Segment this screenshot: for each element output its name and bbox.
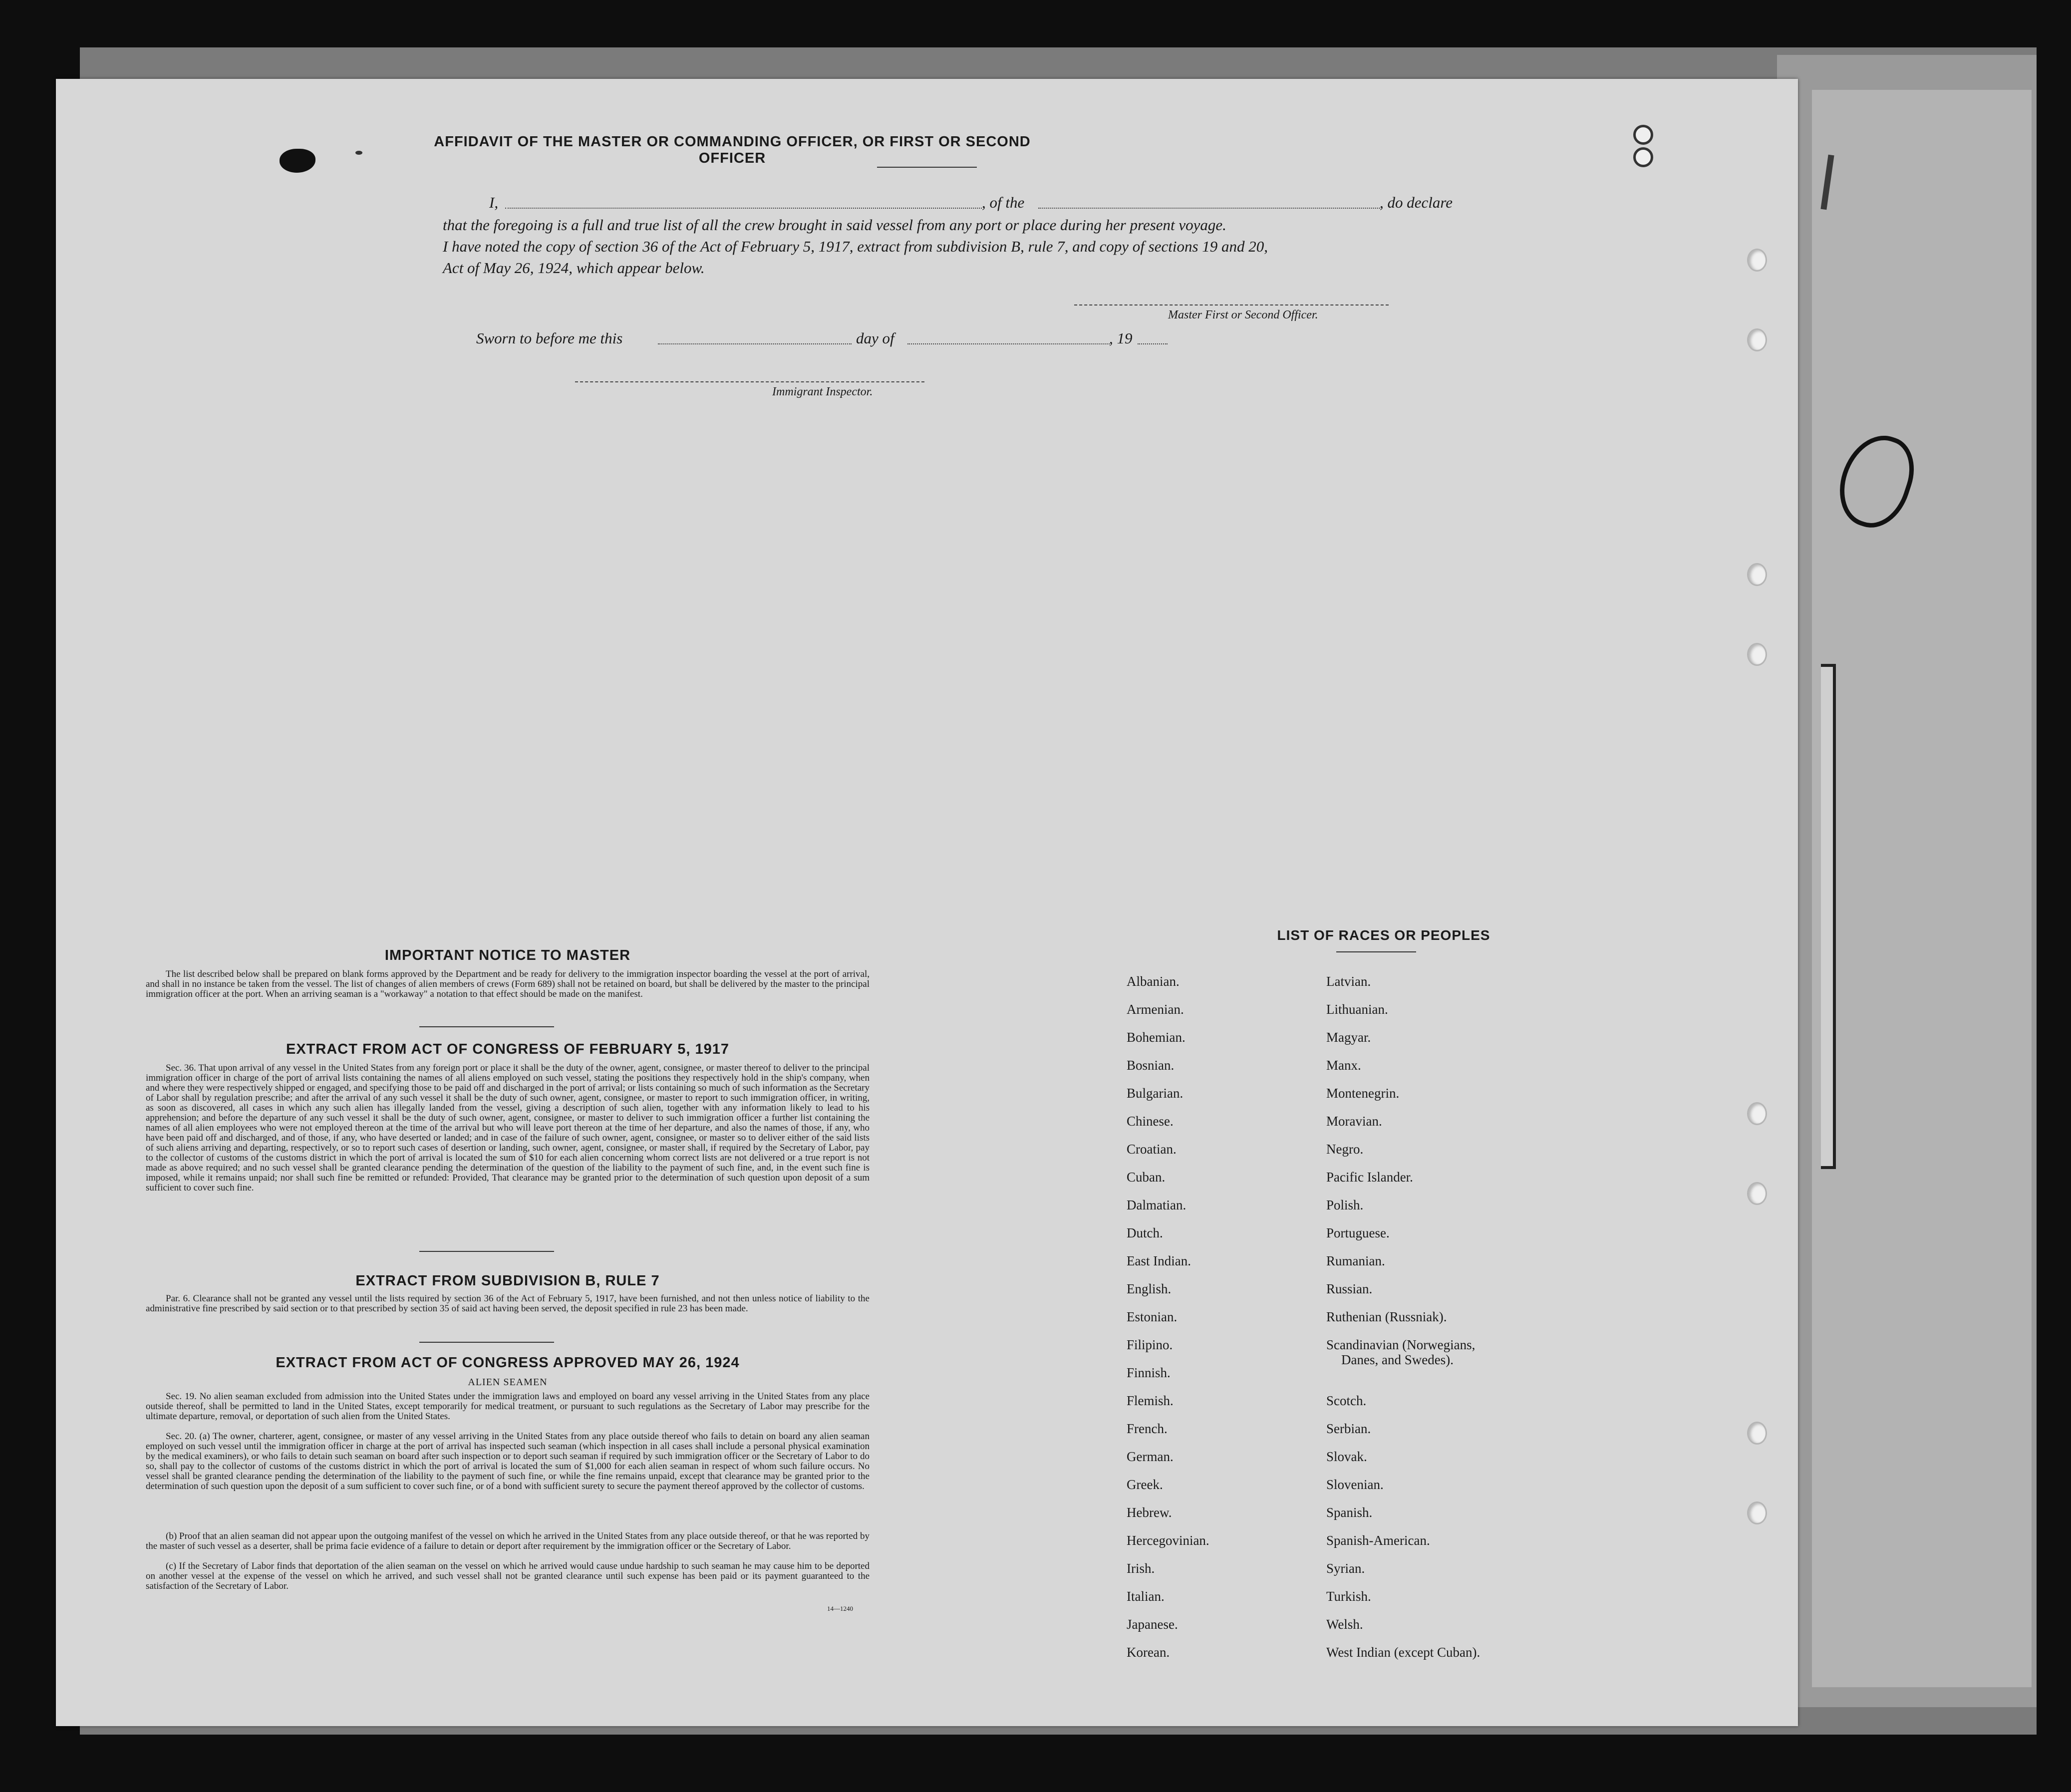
extract-1917-text: Sec. 36. That upon arrival of any vessel in the United States from any foreign port or place it shall be the duty of the owner, agent, consignee, or master thereof to deliver to the principal immigration officer in charge of the port of arrival lists containing the names of all aliens employed on such vessel, stating the positions they respectively hold in the ship's company, when and where they were respectively shipped or engaged, and specifying those to be paid off and discharged in the port of arrival; or lists containing so much of such information as the Secretary of Labor shall by regulation prescribe; and after the arrival of any such vessel it shall be the duty of such owner, agent, consignee, or master to report to such immigration officer, in writing, as soon as discovered, all cases in which any such alien has illegally landed from the vessel, giving a description of such alien, together with any information likely to lead to his apprehension; and before the departure of any such vessel it shall be the duty of such owner, agent, consignee, or master to deliver to such immigration officer a further list containing the names of all alien employees who were not employed thereon at the time of the arrival but who will leave port thereon at the time of her departure, and also the names of those, if any, who have been paid off and discharged, and of those, if any, who have deserted or landed; and in case of the failure of such owner, agent, consignee, or master so to deliver either of the said lists of such aliens arriving and departing, respectively, or so to report such cases of desertion or landing, such owner, agent, consignee, or master shall, if required by the Secretary of Labor, pay to the collector of customs of the customs district in which the port of arrival is located the sum of $10 for each alien concerning whom correct lists are not delivered or a true report is not made as above required; and no such vessel shall be granted clearance pending the determination of the question of the liability to the payment of such fine, and, in the event such fine is imposed, while it remains unpaid; nor shall such fine be remitted or refunded: Provided, That clearance may be granted prior to the determination of such question upon deposit of a sum sufficient to cover such fine. bbox=[146, 1063, 870, 1193]
race-left-item: French. bbox=[1127, 1421, 1168, 1436]
race-left-item: Dalmatian. bbox=[1127, 1197, 1186, 1212]
sworn-month-field[interactable] bbox=[907, 343, 1110, 344]
sworn-day-field[interactable] bbox=[658, 343, 852, 344]
binder-hole bbox=[1747, 328, 1767, 351]
binder-hole bbox=[1747, 563, 1767, 586]
race-right-item: Magyar. bbox=[1326, 1030, 1371, 1045]
races-title-rule bbox=[1336, 951, 1416, 952]
underlying-form-edge bbox=[1821, 664, 1836, 1169]
race-left-item: Chinese. bbox=[1127, 1114, 1174, 1129]
race-left-item: Hercegovinian. bbox=[1127, 1533, 1209, 1548]
race-left-item: English. bbox=[1127, 1281, 1172, 1296]
race-left-item: Croatian. bbox=[1127, 1142, 1177, 1157]
race-right-item: Danes, and Swedes). bbox=[1341, 1352, 1454, 1367]
race-right-item: Latvian. bbox=[1326, 974, 1371, 989]
corner-punch-holes bbox=[1633, 125, 1678, 145]
race-left-item: Greek. bbox=[1127, 1477, 1163, 1492]
race-right-item: Ruthenian (Russniak). bbox=[1326, 1309, 1447, 1324]
race-right-item: West Indian (except Cuban). bbox=[1326, 1645, 1480, 1660]
ink-blot bbox=[280, 149, 315, 173]
race-left-item: Flemish. bbox=[1127, 1393, 1174, 1408]
race-right-item: Turkish. bbox=[1326, 1589, 1371, 1604]
notice-title: IMPORTANT NOTICE TO MASTER bbox=[384, 947, 631, 963]
section-rule bbox=[419, 1026, 554, 1027]
race-left-item: Bosnian. bbox=[1127, 1058, 1175, 1073]
binder-hole bbox=[1747, 1102, 1767, 1125]
extract-rule7-title: EXTRACT FROM SUBDIVISION B, RULE 7 bbox=[355, 1273, 660, 1289]
affidavit-line-4: Act of May 26, 1924, which appear below. bbox=[443, 259, 705, 277]
sworn-year-field[interactable] bbox=[1138, 343, 1168, 344]
race-right-item: Polish. bbox=[1326, 1197, 1364, 1212]
master-signature-field[interactable] bbox=[1074, 304, 1389, 305]
race-right-item: Pacific Islander. bbox=[1326, 1170, 1413, 1185]
background-sheet-inner bbox=[1812, 90, 2032, 1687]
affidavit-declare: , do declare bbox=[1380, 194, 1453, 211]
race-left-item: Filipino. bbox=[1127, 1337, 1173, 1352]
race-right-item: Portuguese. bbox=[1326, 1225, 1390, 1240]
binder-hole bbox=[1747, 1422, 1767, 1445]
sec-20c-text: (c) If the Secretary of Labor finds that deportation of the alien seaman on the vessel on which he arrived would cause undue hardship to such seaman he may cause him to be deported on another vessel at the expense of the vessel on which he arrived, and such vessel shall not be granted clearance until such expense has been paid or its payment guaranteed to the satisfaction of the Secretary of Labor. bbox=[146, 1561, 870, 1591]
race-right-item: Spanish-American. bbox=[1326, 1533, 1430, 1548]
race-right-item: Manx. bbox=[1326, 1058, 1361, 1073]
binder-hole bbox=[1747, 1182, 1767, 1205]
race-right-item: Russian. bbox=[1326, 1281, 1373, 1296]
inspector-signature-field[interactable] bbox=[575, 381, 924, 382]
race-right-item: Rumanian. bbox=[1326, 1253, 1385, 1268]
race-left-item: Dutch. bbox=[1127, 1225, 1163, 1240]
title-rule bbox=[877, 167, 977, 168]
race-right-item: Slovak. bbox=[1326, 1449, 1367, 1464]
races-title: LIST OF RACES OR PEOPLES bbox=[1277, 927, 1490, 943]
race-right-item: Moravian. bbox=[1326, 1114, 1382, 1129]
race-right-item: Serbian. bbox=[1326, 1421, 1371, 1436]
affidavit-page bbox=[56, 79, 1798, 1726]
race-right-item: Welsh. bbox=[1326, 1617, 1363, 1632]
master-caption: Master First or Second Officer. bbox=[1168, 308, 1318, 321]
affidavit-line-2: that the foregoing is a full and true list of all the crew brought in said vessel from any port or place during her present voyage. bbox=[443, 216, 1226, 234]
race-left-item: Armenian. bbox=[1127, 1002, 1184, 1017]
binder-hole bbox=[1747, 249, 1767, 272]
affidavit-line-3: I have noted the copy of section 36 of the Act of February 5, 1917, extract from subdivision B, rule 7, and copy of sections 19 and 20, bbox=[443, 238, 1268, 255]
notice-text: The list described below shall be prepared on blank forms approved by the Department and be ready for delivery to the immigration inspector boarding the vessel at the port of arrival, and shall in no instance be taken from the vessel. The list of changes of alien members of crews (Form 689) shall not be retained on board, but shall be delivered by the master to the principal immigration officer at the port. When an arriving seaman is a "workaway" a notation to that effect should be made on the manifest. bbox=[146, 969, 870, 999]
race-right-item: Slovenian. bbox=[1326, 1477, 1384, 1492]
day-of-label: day of bbox=[856, 329, 894, 347]
sec-20b-text: (b) Proof that an alien seaman did not appear upon the outgoing manifest of the vessel on which he arrived in the United States from any place outside thereof, or that he was reported by the master of such vessel as a deserter, shall be prima facie evidence of a failure to detain or deport after requirement by the immigration officer or the Secretary of Labor. bbox=[146, 1531, 870, 1551]
race-left-item: Cuban. bbox=[1127, 1170, 1166, 1185]
affidavit-title: AFFIDAVIT OF THE MASTER OR COMMANDING OFFICER, OR FIRST OR SECOND OFFICER bbox=[434, 134, 1031, 166]
race-left-item: Bohemian. bbox=[1127, 1030, 1185, 1045]
race-left-item: Estonian. bbox=[1127, 1309, 1178, 1324]
race-left-item: Finnish. bbox=[1127, 1365, 1171, 1380]
race-left-item: Japanese. bbox=[1127, 1617, 1178, 1632]
sec-19-text: Sec. 19. No alien seaman excluded from admission into the United States under the immigration laws and employed on board any vessel arriving in the United States from any place outside thereof, shall be permitted to land in the United States, except temporarily for medical treatment, or pursuant to such regulations as the Secretary of Labor may prescribe for the ultimate departure, removal, or deportation of such alien from the United States. bbox=[146, 1391, 870, 1422]
race-right-item: Lithuanian. bbox=[1326, 1002, 1388, 1017]
race-left-item: Bulgarian. bbox=[1127, 1086, 1183, 1101]
race-left-item: Irish. bbox=[1127, 1561, 1155, 1576]
year-prefix: , 19 bbox=[1109, 329, 1133, 347]
race-left-item: Italian. bbox=[1127, 1589, 1165, 1604]
sworn-label: Sworn to before me this bbox=[476, 329, 623, 347]
affidavit-i: I, bbox=[489, 194, 499, 211]
section-rule bbox=[419, 1251, 554, 1252]
race-right-item: Spanish. bbox=[1326, 1505, 1373, 1520]
alien-seamen-subtitle: ALIEN SEAMEN bbox=[468, 1377, 548, 1388]
race-left-item: German. bbox=[1127, 1449, 1174, 1464]
race-right-item: Negro. bbox=[1326, 1142, 1364, 1157]
vessel-name-field[interactable] bbox=[1038, 208, 1380, 209]
section-rule bbox=[419, 1342, 554, 1343]
extract-rule7-text: Par. 6. Clearance shall not be granted any vessel until the lists required by section 36 of the Act of February 5, 1917, have been furnished, and not then unless notice of liability to the administrative fine prescribed by said section or to that prescribed by section 35 of said act having been served, the deposit specified in rule 23 has been made. bbox=[146, 1293, 870, 1314]
race-left-item: Albanian. bbox=[1127, 974, 1180, 989]
officer-name-field[interactable] bbox=[505, 208, 982, 209]
race-right-item: Syrian. bbox=[1326, 1561, 1365, 1576]
race-left-item: East Indian. bbox=[1127, 1253, 1191, 1268]
race-left-item: Hebrew. bbox=[1127, 1505, 1172, 1520]
ink-dot bbox=[355, 151, 362, 155]
binder-hole bbox=[1747, 1501, 1767, 1524]
race-right-item: Montenegrin. bbox=[1326, 1086, 1400, 1101]
form-number: 14—1240 bbox=[827, 1605, 853, 1612]
binder-hole bbox=[1747, 643, 1767, 666]
extract-1924-title: EXTRACT FROM ACT OF CONGRESS APPROVED MAY 26, 1924 bbox=[276, 1355, 740, 1371]
extract-1917-title: EXTRACT FROM ACT OF CONGRESS OF FEBRUARY 5, 1917 bbox=[286, 1041, 730, 1057]
affidavit-of-the: , of the bbox=[982, 194, 1025, 211]
sec-20a-text: Sec. 20. (a) The owner, charterer, agent, consignee, or master of any vessel arriving in the United States from any place outside thereof who fails to detain on board any alien seaman employed on such vessel until the immigration officer in charge at the port of arrival has inspected such seaman (which inspection in all cases shall include a personal physical examination by the medical examiners), or who fails to detain such seaman on board after such inspection or to deport such seaman if required by such immigration officer or the Secretary of Labor to do so, shall pay to the collector of customs of the customs district in which the port of arrival is located the sum of $1,000 for each alien seaman in respect of whom such failure occurs. No vessel shall be granted clearance pending the determination of the liability to the payment of such fine, or while the fine remains unpaid, except that clearance may be granted prior to the determination of such question upon the deposit of a sum sufficient to cover such fine, or of a bond with sufficient surety to secure the payment thereof approved by the collector of customs. bbox=[146, 1431, 870, 1492]
race-right-item: Scotch. bbox=[1326, 1393, 1367, 1408]
race-left-item: Korean. bbox=[1127, 1645, 1170, 1660]
inspector-caption: Immigrant Inspector. bbox=[772, 385, 873, 398]
race-right-item: Scandinavian (Norwegians, bbox=[1326, 1337, 1476, 1352]
